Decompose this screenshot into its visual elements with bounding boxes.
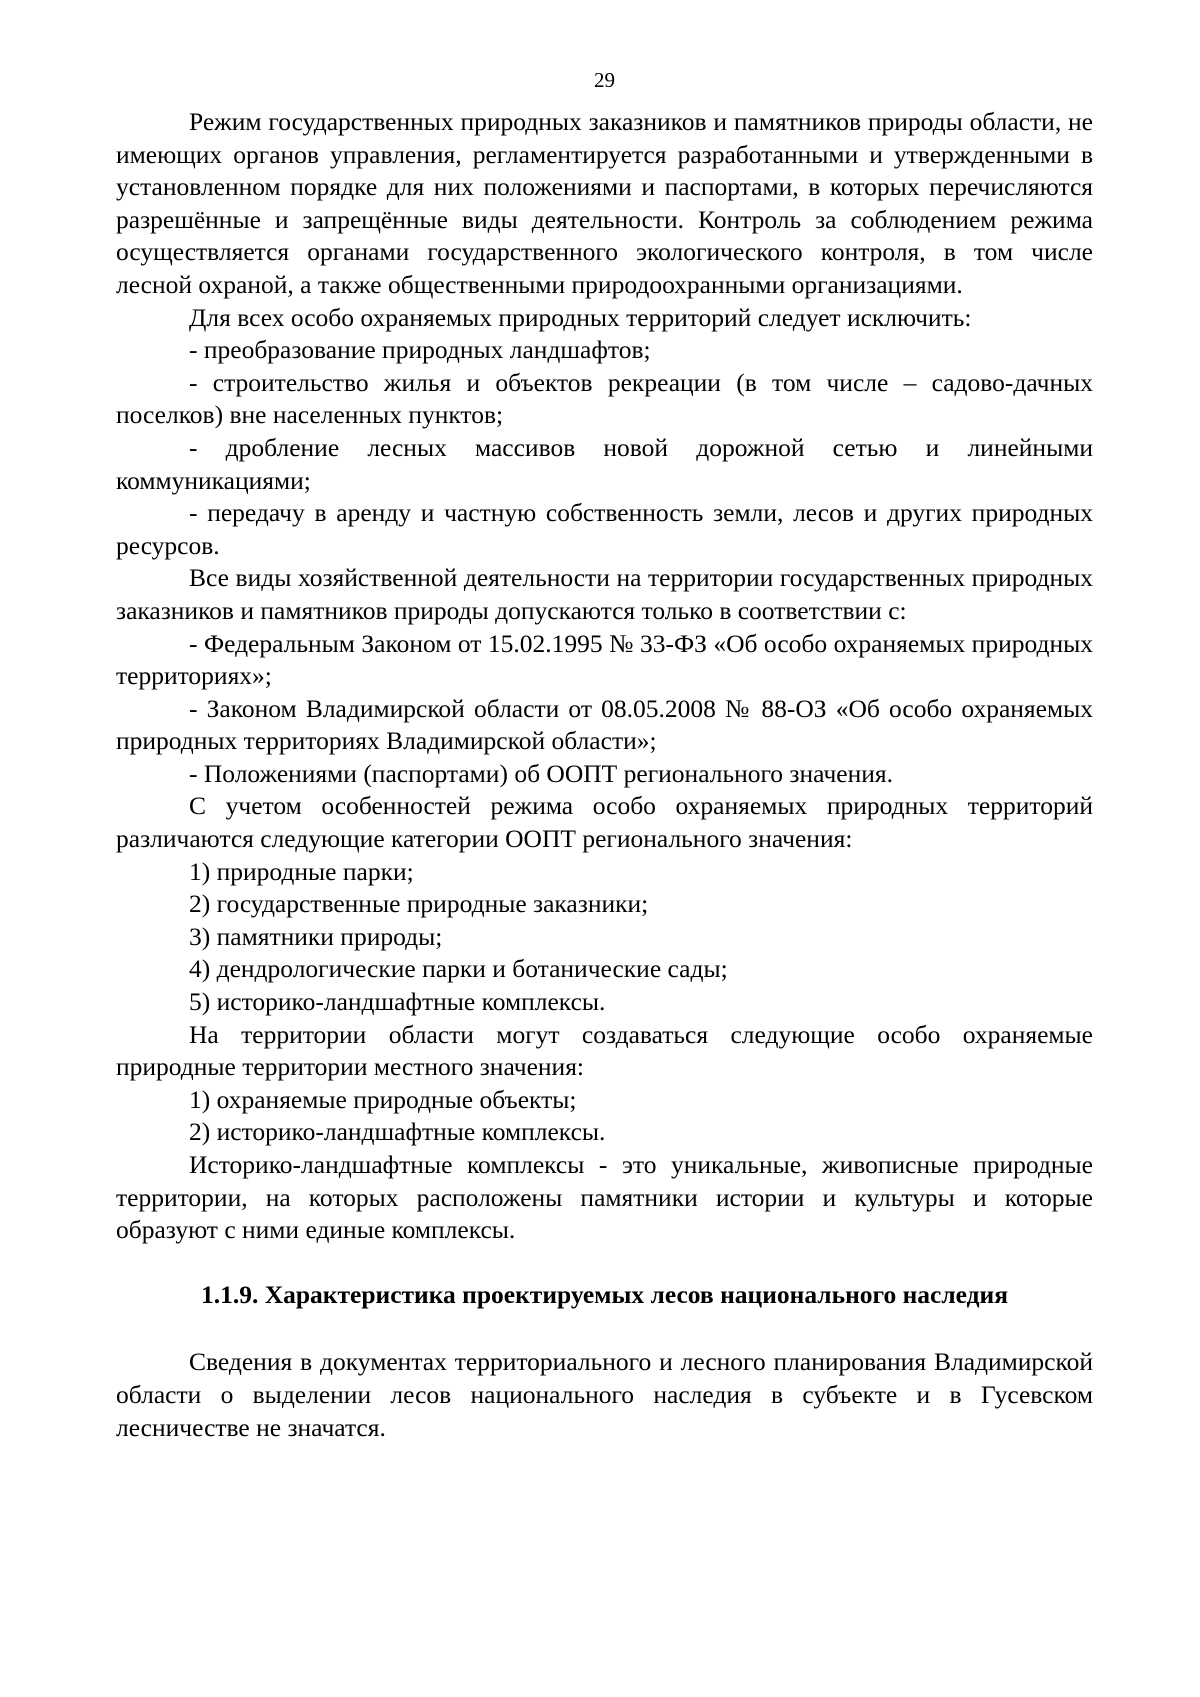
regional-category-item: 4) дендрологические парки и ботанические сады;: [189, 954, 728, 984]
paragraph-historical-landscape: Историко-ландшафтные комплексы - это уникальные, живописные природные территории, на которых расположены памятники истории и культуры и которые образуют с ними единые комплексы.: [116, 1150, 1093, 1245]
law-item: - Федеральным Законом от 15.02.1995 № 33-ФЗ «Об особо охраняемых природных территориях»;: [116, 628, 1093, 691]
document-page: [116, 68, 1093, 1444]
exclusion-item: - строительство жилья и объектов рекреации (в том числе – садово-дачных поселков) вне населенных пунктов;: [116, 367, 1093, 430]
regional-category-item: 3) памятники природы;: [189, 921, 443, 951]
law-item: - Положениями (паспортами) об ООПТ регионального значения.: [189, 758, 893, 788]
section-heading: 1.1.9. Характеристика проектируемых лесов национального наследия: [200, 1279, 1009, 1309]
exclusion-item: - передачу в аренду и частную собственность земли, лесов и других природных ресурсов.: [116, 498, 1093, 560]
exclusion-item: - дробление лесных массивов новой дорожной сетью и линейными коммуникациями;: [116, 432, 1093, 495]
regional-category-item: 5) историко-ландшафтные комплексы.: [189, 987, 606, 1017]
law-item: - Законом Владимирской области от 08.05.2008 № 88-ОЗ «Об особо охраняемых природных территориях Владимирской области»;: [116, 693, 1093, 756]
paragraph-regional-categories-intro: С учетом особенностей режима особо охраняемых природных территорий различаются следующие категории ООПТ регионального значения:: [116, 791, 1093, 854]
page-number: 29: [594, 68, 615, 92]
local-category-item: 1) охраняемые природные объекты;: [189, 1084, 577, 1114]
local-category-item: 2) историко-ландшафтные комплексы.: [189, 1117, 606, 1147]
paragraph-local-categories-intro: На территории области могут создаваться следующие особо охраняемые природные территории местного значения:: [116, 1019, 1093, 1082]
paragraph-exclusions-intro: Для всех особо охраняемых природных территорий следует исключить:: [189, 302, 972, 332]
exclusion-item: - преобразование природных ландшафтов;: [189, 335, 651, 365]
paragraph-national-heritage-forests: Сведения в документах территориального и лесного планирования Владимирской области о выделении лесов национального наследия в субъекте и в Гусевском лесничестве не значатся.: [116, 1347, 1093, 1442]
regional-category-item: 1) природные парки;: [189, 856, 414, 886]
paragraph-reserves-regime: Режим государственных природных заказников и памятников природы области, не имеющих органов управления, регламентируется разработанными и утвержденными в установленном порядке для них положениями и паспортами, в которых перечисляются разрешённые и запрещённые виды деятельности. Контроль за соблюдением режима осуществляется органами государственного экологического контроля, в том числе лесной охраной, а также общественными природоохранными организациями.: [116, 107, 1093, 299]
regional-category-item: 2) государственные природные заказники;: [189, 889, 649, 919]
paragraph-activities-intro: Все виды хозяйственной деятельности на территории государственных природных заказников и памятников природы допускаются только в соответствии с:: [116, 563, 1093, 625]
